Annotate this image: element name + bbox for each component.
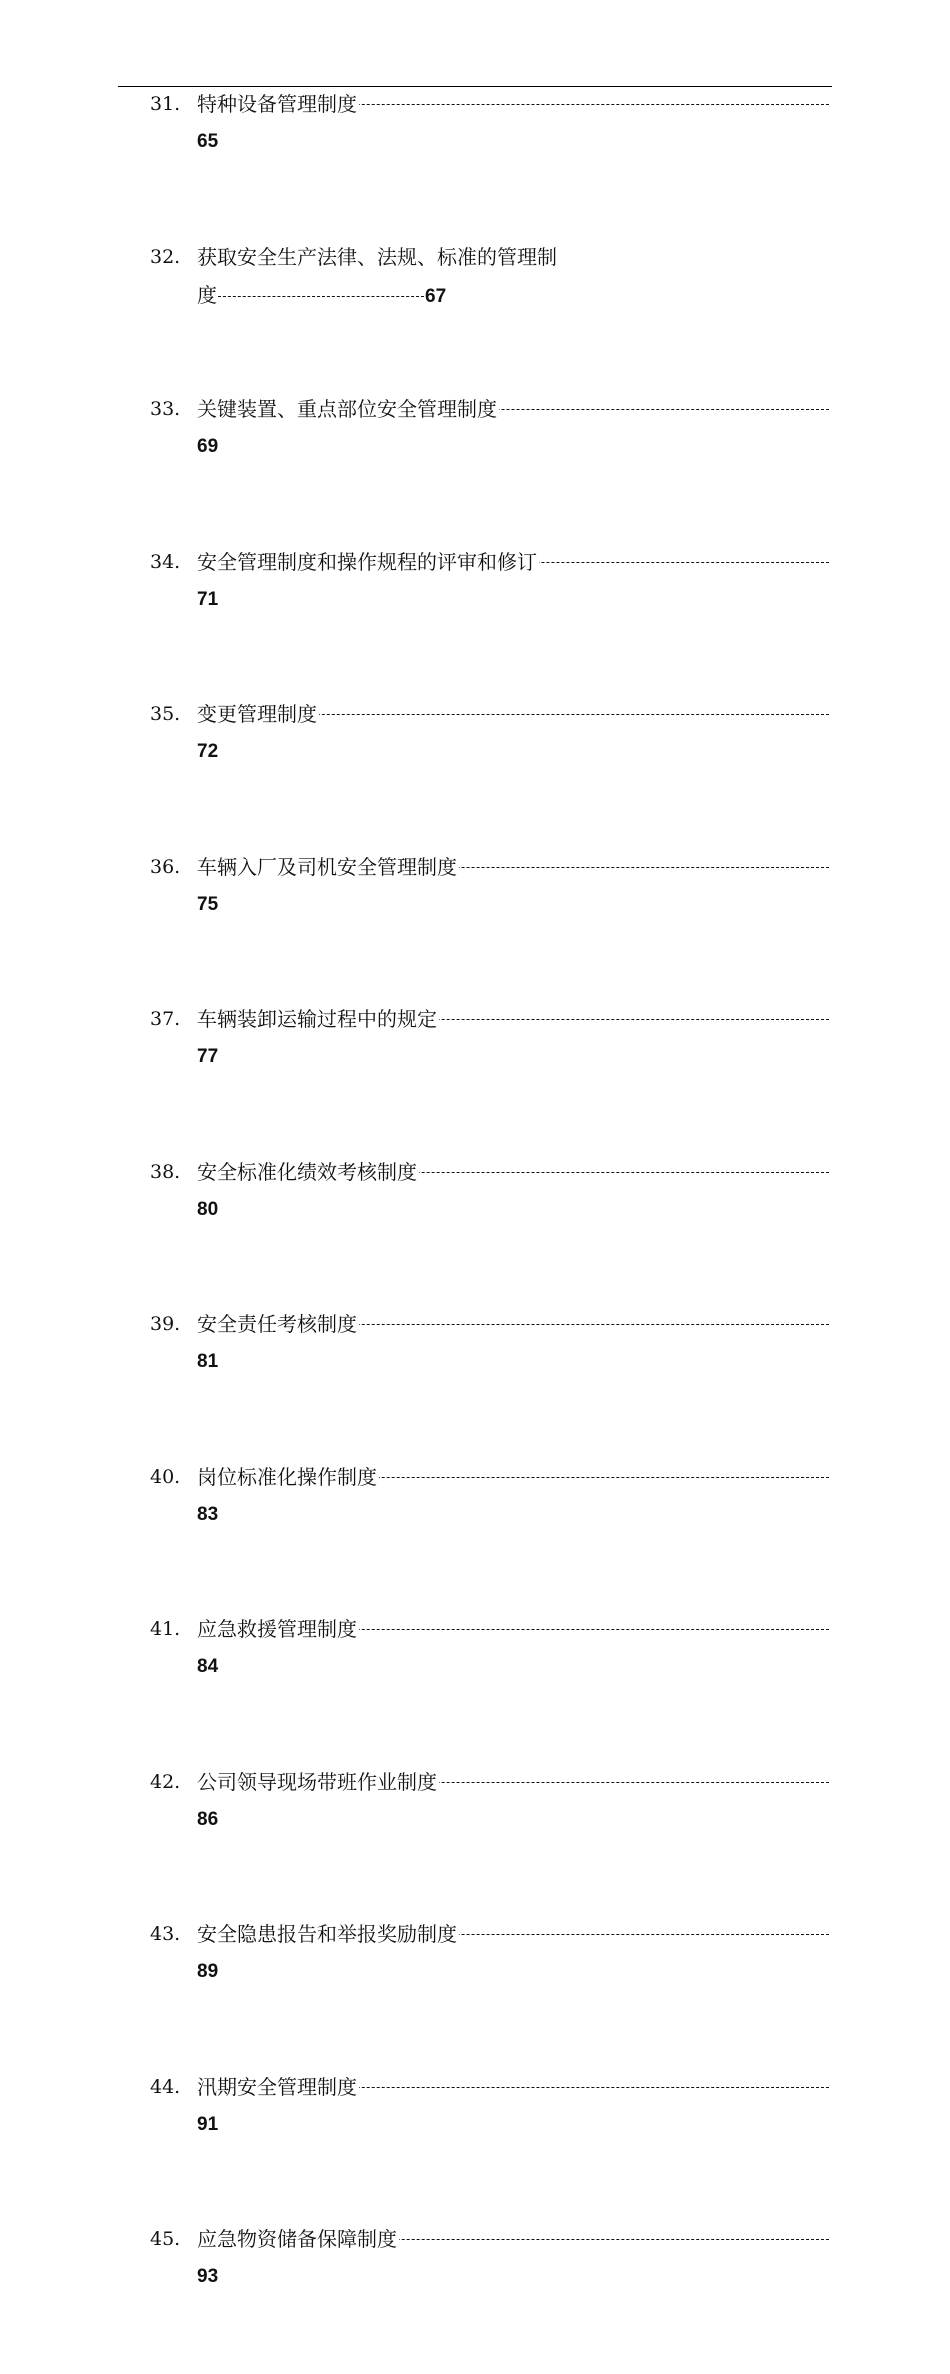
toc-entry-42[interactable] xyxy=(0,1764,950,1917)
toc-entry-37[interactable] xyxy=(0,1001,950,1154)
toc-entry-34[interactable] xyxy=(0,544,950,697)
toc-entry-39[interactable] xyxy=(0,1306,950,1459)
toc-entry-number: 37. xyxy=(150,1008,181,1030)
toc-entry-page: 69 xyxy=(197,436,219,457)
toc-entry-31[interactable] xyxy=(0,86,950,239)
toc-entry-44[interactable] xyxy=(0,2069,950,2222)
dot-leader xyxy=(218,296,424,297)
toc-entry-38[interactable] xyxy=(0,1154,950,1307)
toc-entry-32[interactable] xyxy=(0,239,950,392)
toc-entry-number: 40. xyxy=(150,1465,181,1488)
toc-entry-43[interactable] xyxy=(0,1916,950,2069)
toc-entry-page: 83 xyxy=(197,1503,219,1525)
toc-entry-page: 81 xyxy=(197,1351,219,1372)
toc-entry-title: 安全责任考核制度 xyxy=(197,1312,357,1336)
toc-entry-title: 车辆装卸运输过程中的规定 xyxy=(197,1007,437,1031)
toc-entry-page: 84 xyxy=(197,1656,219,1677)
toc-entry-45[interactable] xyxy=(0,2221,950,2374)
toc-entry-page: 93 xyxy=(197,2266,219,2287)
toc-entry-number: 33. xyxy=(150,398,181,420)
toc-entry-40[interactable] xyxy=(0,1459,950,1612)
toc-entry-title: 公司领导现场带班作业制度 xyxy=(197,1769,437,1794)
toc-entry-title: 岗位标准化操作制度 xyxy=(197,1464,377,1489)
toc-entry-number: 39. xyxy=(150,1313,181,1335)
toc-entry-number: 32. xyxy=(150,245,181,268)
toc-entry-title: 获取安全生产法律、法规、标准的管理制 xyxy=(197,244,557,269)
toc-entry-page: 80 xyxy=(197,1198,219,1220)
toc-entry-36[interactable] xyxy=(0,849,950,1002)
toc-entry-number: 42. xyxy=(150,1770,181,1793)
toc-entry-number: 38. xyxy=(150,1160,181,1183)
toc-entry-title: 车辆入厂及司机安全管理制度 xyxy=(197,854,457,879)
toc-entry-title-continued: 度 xyxy=(197,282,217,307)
toc-entry-number: 31. xyxy=(150,93,181,115)
toc-entry-number: 36. xyxy=(150,855,181,878)
toc-entry-number: 43. xyxy=(150,1923,181,1945)
table-of-contents xyxy=(0,86,950,2374)
toc-entry-title: 应急救援管理制度 xyxy=(197,1617,357,1641)
toc-entry-title: 变更管理制度 xyxy=(197,702,317,726)
toc-entry-title: 应急物资储备保障制度 xyxy=(197,2227,397,2251)
toc-entry-title: 安全标准化绩效考核制度 xyxy=(197,1159,417,1184)
toc-entry-number: 41. xyxy=(150,1618,181,1640)
toc-entry-title: 汛期安全管理制度 xyxy=(197,2074,357,2099)
toc-entry-33[interactable] xyxy=(0,391,950,544)
toc-entry-title: 安全隐患报告和举报奖励制度 xyxy=(197,1922,457,1946)
toc-entry-page: 91 xyxy=(197,2113,219,2135)
toc-entry-page: 77 xyxy=(197,1046,219,1067)
toc-entry-number: 35. xyxy=(150,703,181,725)
toc-entry-41[interactable] xyxy=(0,1611,950,1764)
toc-entry-number: 34. xyxy=(150,550,181,573)
toc-entry-number: 44. xyxy=(150,2075,181,2098)
toc-entry-page: 67 xyxy=(425,285,447,307)
toc-entry-page: 72 xyxy=(197,741,219,762)
toc-entry-title: 安全管理制度和操作规程的评审和修订 xyxy=(197,549,537,574)
toc-entry-page: 86 xyxy=(197,1808,219,1830)
toc-entry-title: 关键装置、重点部位安全管理制度 xyxy=(197,397,497,421)
toc-entry-title: 特种设备管理制度 xyxy=(197,92,357,116)
toc-entry-page: 71 xyxy=(197,588,219,610)
toc-entry-page: 65 xyxy=(197,131,219,152)
toc-entry-page: 75 xyxy=(197,893,219,915)
toc-entry-35[interactable] xyxy=(0,696,950,849)
toc-entry-number: 45. xyxy=(150,2228,181,2250)
toc-entry-page: 89 xyxy=(197,1961,219,1982)
